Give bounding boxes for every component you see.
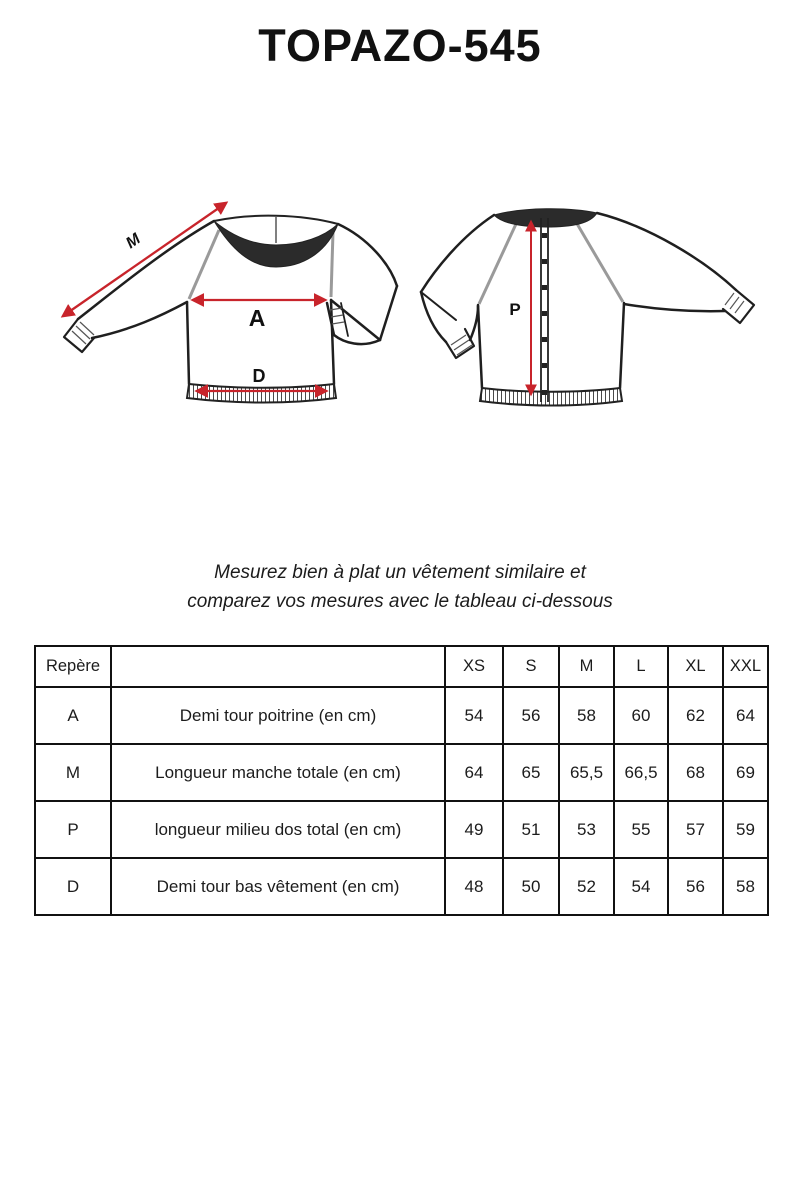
- header-size-s: S: [503, 646, 559, 687]
- value-cell: 69: [723, 744, 768, 801]
- description-cell: Demi tour bas vêtement (en cm): [111, 858, 445, 915]
- table-row-m: [35, 744, 768, 801]
- size-table-header-row: [35, 646, 768, 687]
- value-cell: 68: [668, 744, 723, 801]
- page-title: TOPAZO-545: [258, 20, 542, 71]
- table-row-a: [35, 687, 768, 744]
- table-row-p: [35, 801, 768, 858]
- header-size-xs: XS: [445, 646, 503, 687]
- instruction-line-1: Mesurez bien à plat un vêtement similaire et: [214, 562, 586, 583]
- value-cell: 57: [668, 801, 723, 858]
- header-repere: Repère: [35, 646, 111, 687]
- value-cell: 65: [503, 744, 559, 801]
- description-cell: longueur milieu dos total (en cm): [111, 801, 445, 858]
- value-cell: 56: [668, 858, 723, 915]
- repere-cell: D: [35, 858, 111, 915]
- value-cell: 56: [503, 687, 559, 744]
- header-size-m: M: [559, 646, 614, 687]
- back-button-placket: [541, 218, 548, 402]
- back-view-diagram: [404, 188, 764, 428]
- value-cell: 64: [445, 744, 503, 801]
- back-hem-ribbing: [480, 388, 622, 406]
- back-raglan-seams: [479, 222, 623, 304]
- repere-cell: A: [35, 687, 111, 744]
- size-table: [34, 645, 769, 916]
- value-cell: 54: [614, 858, 668, 915]
- value-cell: 60: [614, 687, 668, 744]
- value-cell: 62: [668, 687, 723, 744]
- back-neckband: [494, 209, 597, 227]
- value-cell: 64: [723, 687, 768, 744]
- header-size-l: L: [614, 646, 668, 687]
- value-cell: 51: [503, 801, 559, 858]
- front-label-m: M: [123, 230, 144, 253]
- repere-cell: P: [35, 801, 111, 858]
- front-hem-ribbing: [187, 384, 336, 403]
- front-view-diagram: [36, 188, 401, 428]
- back-right-cuff-ribbing: [725, 293, 744, 313]
- garment-diagrams: [0, 188, 800, 428]
- value-cell: 50: [503, 858, 559, 915]
- value-cell: 52: [559, 858, 614, 915]
- header-size-xxl: XXL: [723, 646, 768, 687]
- value-cell: 66,5: [614, 744, 668, 801]
- value-cell: 48: [445, 858, 503, 915]
- header-description: [111, 646, 445, 687]
- value-cell: 58: [723, 858, 768, 915]
- front-garment-outline: [64, 221, 397, 384]
- header-size-xl: XL: [668, 646, 723, 687]
- repere-cell: M: [35, 744, 111, 801]
- value-cell: 54: [445, 687, 503, 744]
- front-label-d: D: [252, 366, 266, 386]
- value-cell: 49: [445, 801, 503, 858]
- value-cell: 65,5: [559, 744, 614, 801]
- description-cell: Demi tour poitrine (en cm): [111, 687, 445, 744]
- value-cell: 59: [723, 801, 768, 858]
- back-label-p: P: [509, 300, 521, 319]
- value-cell: 55: [614, 801, 668, 858]
- table-row-d: [35, 858, 768, 915]
- instruction-line-2: comparez vos mesures avec le tableau ci-dessous: [187, 591, 613, 612]
- measuring-instruction: [0, 558, 800, 616]
- value-cell: 58: [559, 687, 614, 744]
- value-cell: 53: [559, 801, 614, 858]
- description-cell: Longueur manche totale (en cm): [111, 744, 445, 801]
- front-label-a: A: [248, 305, 266, 331]
